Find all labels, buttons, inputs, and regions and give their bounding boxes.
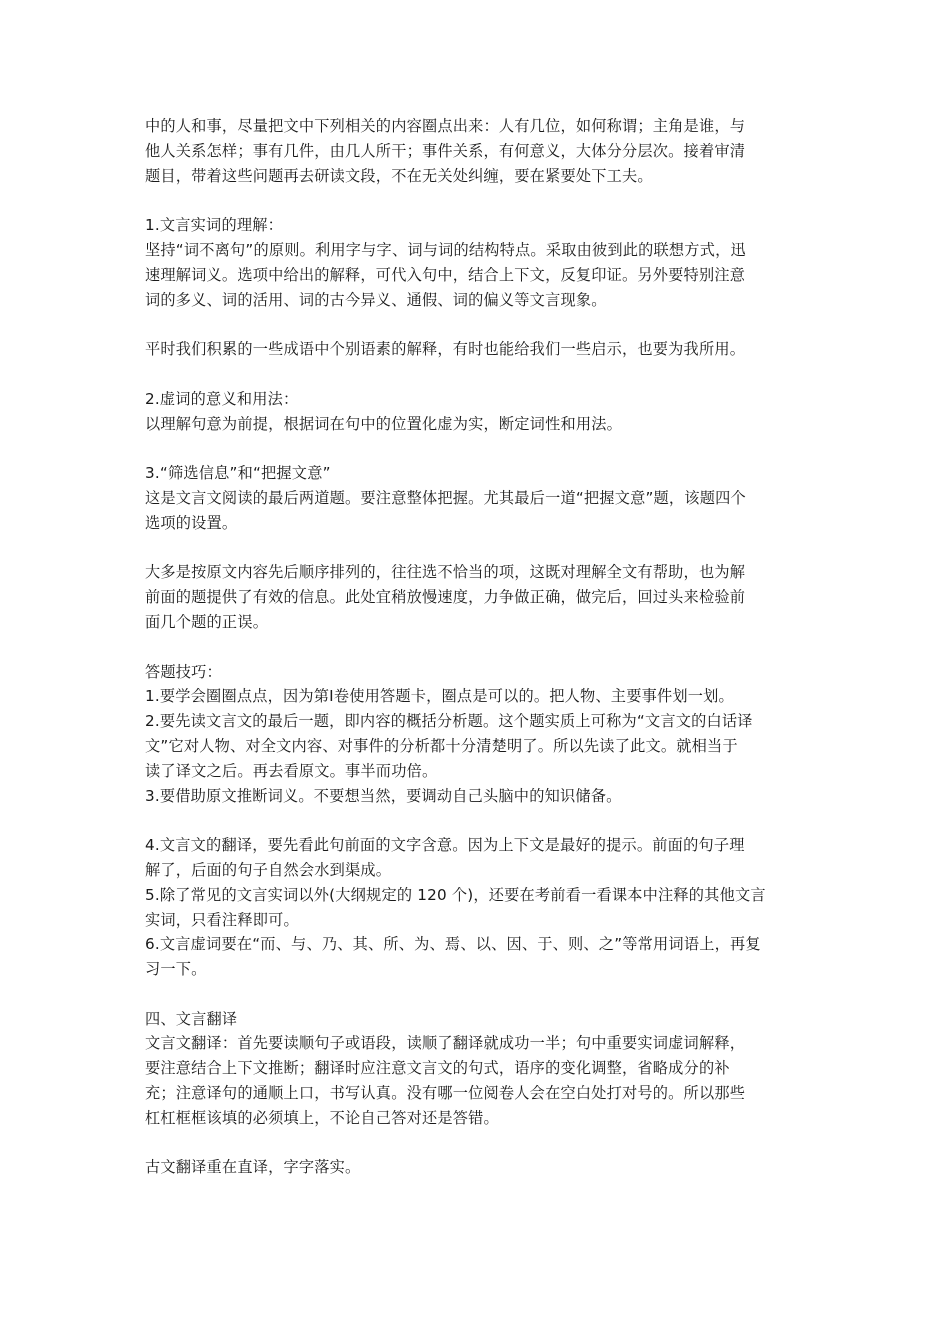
paragraph <box>145 461 810 535</box>
text-line: 平时我们积累的一些成语中个别语素的解释，有时也能给我们一些启示，也要为我所用。 <box>145 340 746 359</box>
paragraph-spacer <box>145 982 810 1007</box>
paragraph-spacer <box>145 312 810 337</box>
text-line: 充；注意译句的通顺上口，书写认真。没有哪一位阅卷人会在空白处打对号的。所以那些 <box>145 1084 746 1103</box>
text-line: 文”它对人物、对全文内容、对事件的分析都十分清楚明了。所以先读了此文。就相当于 <box>145 736 738 755</box>
text-line: 选项的设置。 <box>145 513 238 532</box>
text-line: 3.要借助原文推断词义。不要想当然，要调动自己头脑中的知识储备。 <box>145 786 622 805</box>
text-line: 1.文言实词的理解： <box>145 216 283 235</box>
text-line: 4.文言文的翻译，要先看此句前面的文字含意。因为上下文是最好的提示。前面的句子理 <box>145 836 745 855</box>
paragraph <box>145 114 810 188</box>
text-line: 2.虚词的意义和用法： <box>145 389 299 408</box>
text-line: 习一下。 <box>145 960 207 979</box>
text-line: 大多是按原文内容先后顺序排列的，往往选不恰当的项，这既对理解全文有帮助，也为解 <box>145 563 746 582</box>
paragraph-spacer <box>145 436 810 461</box>
text-line: 中的人和事，尽量把文中下列相关的内容圈点出来：人有几位，如何称谓；主角是谁，与 <box>145 117 746 135</box>
text-line: 读了译文之后。再去看原文。事半而功倍。 <box>145 761 438 780</box>
text-line: 速理解词义。选项中给出的解释，可代入句中，结合上下文，反复印证。另外要特别注意 <box>145 265 746 284</box>
paragraph <box>145 337 810 362</box>
text-line: 面几个题的正误。 <box>145 612 269 631</box>
text-line: 这是文言文阅读的最后两道题。要注意整体把握。尤其最后一道“把握文意”题，该题四个 <box>145 488 746 507</box>
text-line: 6.文言虚词要在“而、与、乃、其、所、为、焉、以、因、于、则、之”等常用词语上，再复 <box>145 935 761 954</box>
text-line: 2.要先读文言文的最后一题，即内容的概括分析题。这个题实质上可称为“文言文的白话译 <box>145 712 753 731</box>
paragraph-spacer <box>145 635 810 660</box>
paragraph <box>145 1155 810 1180</box>
document-body <box>145 114 810 1180</box>
paragraph-spacer <box>145 188 810 213</box>
text-line: 3.“筛选信息”和“把握文意” <box>145 464 331 483</box>
paragraph-spacer <box>145 1131 810 1156</box>
paragraph-spacer <box>145 808 810 833</box>
paragraph-spacer <box>145 536 810 561</box>
text-line: 解了，后面的句子自然会水到渠成。 <box>145 860 392 879</box>
text-line: 5.除了常见的文言实词以外(大纲规定的 120 个)，还要在考前看一看课本中注释的其他文言 <box>145 885 766 904</box>
text-line: 题目，带着这些问题再去研读文段，不在无关处纠缠，要在紧要处下工夫。 <box>145 166 653 185</box>
paragraph <box>145 660 810 809</box>
paragraph <box>145 213 810 312</box>
paragraph <box>145 1007 810 1131</box>
text-line: 以理解句意为前提，根据词在句中的位置化虚为实，断定词性和用法。 <box>145 414 623 433</box>
text-line: 他人关系怎样；事有几件，由几人所干；事件关系，有何意义，大体分分层次。接着审清 <box>145 141 746 160</box>
text-line: 实词，只看注释即可。 <box>145 910 299 929</box>
paragraph <box>145 560 810 634</box>
text-line: 杠杠框框该填的必须填上，不论自己答对还是答错。 <box>145 1108 499 1127</box>
text-line: 答题技巧： <box>145 662 222 681</box>
text-line: 四、文言翻译 <box>145 1009 238 1028</box>
text-line: 文言文翻译：首先要读顺句子或语段，读顺了翻译就成功一半；句中重要实词虚词解释， <box>145 1034 746 1053</box>
paragraph <box>145 387 810 437</box>
text-line: 前面的题提供了有效的信息。此处宜稍放慢速度，力争做正确，做完后，回过头来检验前 <box>145 588 746 607</box>
text-line: 1.要学会圈圈点点，因为第Ⅰ卷使用答题卡，圈点是可以的。把人物、主要事件划一划。 <box>145 687 734 706</box>
text-line: 词的多义、词的活用、词的古今异义、通假、词的偏义等文言现象。 <box>145 290 607 309</box>
paragraph-spacer <box>145 362 810 387</box>
paragraph <box>145 833 810 982</box>
text-line: 坚持“词不离句”的原则。利用字与字、词与词的结构特点。采取由彼到此的联想方式，迅 <box>145 240 746 259</box>
text-line: 古文翻译重在直译，字字落实。 <box>145 1158 361 1177</box>
text-line: 要注意结合上下文推断；翻译时应注意文言文的句式，语序的变化调整，省略成分的补 <box>145 1059 730 1078</box>
